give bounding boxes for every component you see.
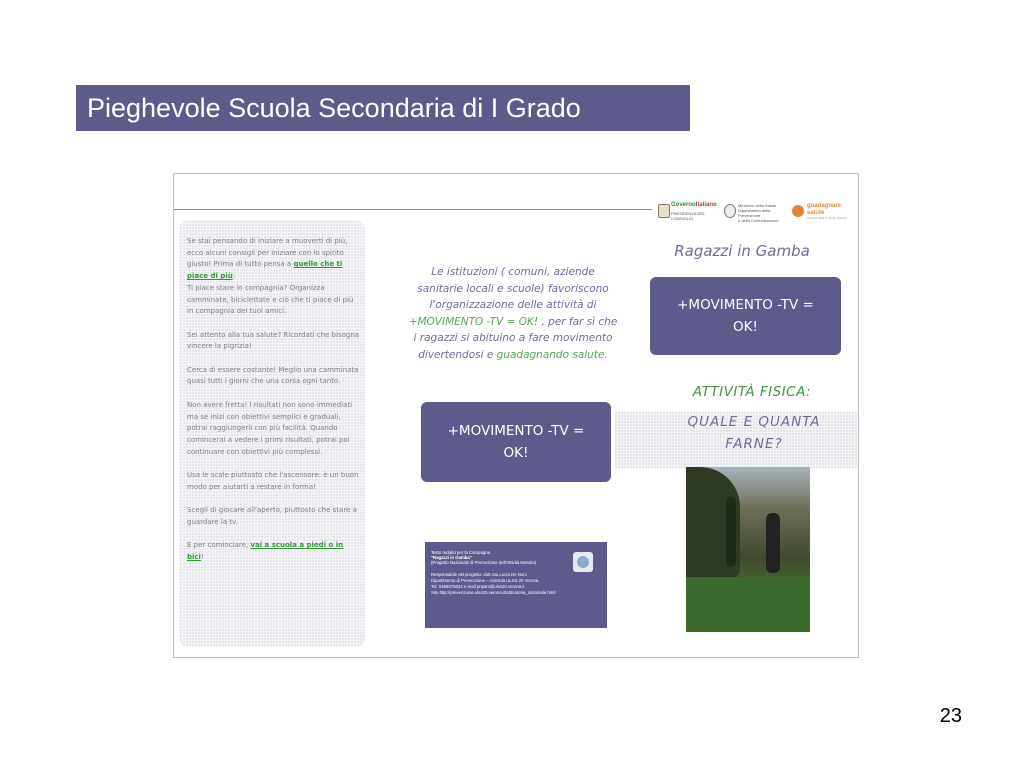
info-line: (Progetto Nazionale di Promozione dell'Attività Motoria) [431, 560, 537, 565]
slide-title: Pieghevole Scuola Secondaria di I Grado [76, 85, 690, 131]
governo-logo-subtext: PRESIDENZA DEL CONSIGLIO [671, 211, 706, 221]
info-line: Responsabile del progetto: dott.ssa Lucia De Noni [431, 572, 527, 577]
cypress-shape [726, 497, 736, 567]
republic-emblem-icon [724, 204, 736, 218]
advice-panel [179, 220, 365, 647]
campaign-badge-icon [573, 552, 593, 572]
advice-paragraph: Non avere fretta! I risultati non sono immediati ma se inizi con obiettivi semplici e graduali, potrai raggiungerli con più facilità. Quando comincerai a vedere i primi risultati, potrai poi continuare con obiettivi più complessi. [187, 400, 353, 456]
header-divider [174, 209, 652, 210]
movimento-box-line: +MOVIMENTO -TV = [677, 297, 814, 313]
advice-text [187, 236, 361, 575]
movimento-tv-box [421, 402, 611, 482]
brochure [173, 173, 859, 658]
institutions-text: Le istituzioni ( comuni, aziende sanitarie locali e scuole) favoriscono l'organizzazione delle attività di +MOVIMENTO -TV = OK! , per far sì che i ragazzi si abituino a fare movimento divertendosi e guadagnando salute. [408, 266, 618, 361]
advice-paragraph: Scegli di giocare all'aperto, piuttosto che stare a guardare la tv. [187, 506, 357, 526]
campaign-info-box [425, 542, 607, 628]
info-line: "Ragazzi in Gamba" [431, 555, 472, 560]
logo-strip [658, 201, 854, 221]
ragazzi-in-gamba-title: Ragazzi in Gamba [674, 242, 810, 260]
movimento-tv-box [650, 277, 841, 355]
governo-logo [658, 201, 717, 221]
quale-quanta-heading: QUALE E QUANTA FARNE? [687, 414, 821, 452]
movimento-box-line: OK! [733, 319, 758, 335]
info-line: Tel. 0458075034 e-mail pnpam@ulss20.verona.it [431, 584, 525, 589]
grass-shape [686, 577, 810, 632]
advice-paragraph: Usa le scale piuttosto che l'ascensore: è un buon modo per aiutarti a restare in forma! [187, 471, 359, 491]
movimento-box-line: +MOVIMENTO -TV = [447, 423, 585, 439]
advice-paragraph: Sei attento alla tua salute? Ricordati che bisogna vincere la pigrizia! [187, 330, 360, 351]
heart-logo-icon [792, 205, 804, 217]
info-line: Sito http://prevenzione.ulss20.verona.it/attmotoria_nazionale.html [431, 590, 556, 595]
attivita-fisica-heading: ATTIVITÀ FISICA: [692, 384, 812, 400]
running-child-photo [686, 467, 810, 632]
italian-emblem-icon [658, 204, 670, 218]
ministero-logo [724, 201, 782, 221]
runner-silhouette [766, 513, 780, 573]
page-number: 23 [939, 705, 962, 727]
guadagnare-salute-text: guadagnare salute [807, 203, 842, 216]
advice-paragraph: E per cominciare, vai a scuola a piedi o in bici! [187, 541, 344, 561]
movimento-box-line: OK! [503, 445, 529, 461]
governo-logo-text: GovernoItaliano [671, 202, 717, 208]
info-line: Testo redatto per la Campagna [431, 550, 490, 555]
guadagnare-salute-logo [792, 201, 854, 221]
ministero-logo-text: Ministero della Salute Dipartimento della Prevenzione e della Comunicazione [738, 203, 779, 223]
info-line: Dipartimento di Prevenzione – Azienda ULSS 20 Verona [431, 578, 539, 583]
advice-paragraph: Se stai pensando di iniziare a muoverti di più, ecco alcuni consigli per iniziare con lo spirito giusto! Prima di tutto pensa a quello che ti piace di più: Ti piace stare in compagnia? Organizza camminate, biciclettate e ciò che ti piace di più in compagnia dei tuoi amici. [187, 237, 354, 316]
guadagnare-salute-tagline: rendere facili le scelte salutari [807, 216, 847, 220]
advice-paragraph: Cerca di essere costante! Meglio una camminata quasi tutti i giorni che una corsa ogni tanto. [187, 365, 359, 386]
